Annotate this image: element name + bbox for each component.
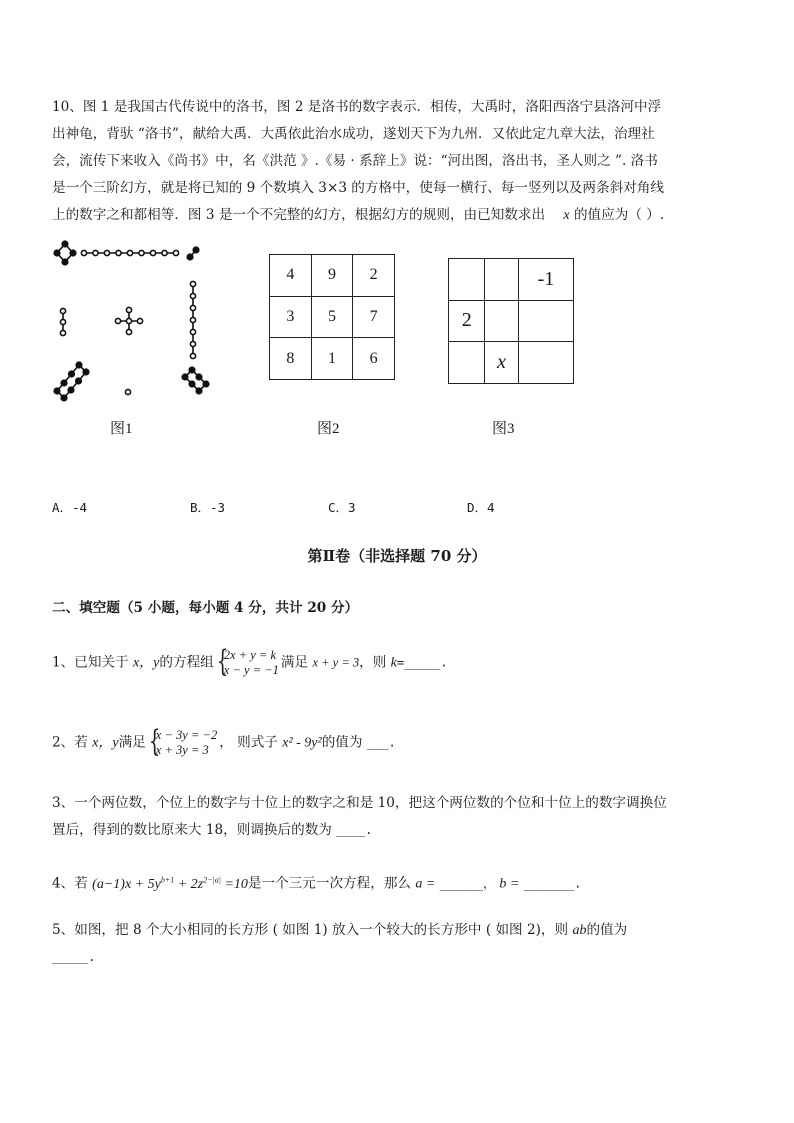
fig2-cell: 7 [353,296,395,338]
q2-expression: x² - 9y² [282,735,322,751]
q2-tail: 的值为 [321,734,363,751]
option-d[interactable]: D．4 [467,500,495,515]
fig3-cell [518,300,573,342]
q2-then: ， 则式子 [219,734,278,751]
q2-vars: x，y [92,735,119,751]
q5-line-1-tail: 的值为 [586,922,628,938]
fig2-cell: 3 [270,296,312,338]
luoshu-top-right-group [187,247,199,260]
luoshu-right-chain [190,281,195,358]
fig2-cell: 1 [311,338,353,380]
fig3-cell-x: x [485,342,518,384]
q4-tail: 是一个三元一次方程，那么 [247,875,412,892]
q4-equation [92,877,248,892]
luoshu-bottom-center-dot [125,389,130,394]
q1-prefix: 1、已知关于 [52,654,129,671]
q1-vars: x，y [132,655,160,671]
section-fill-in-title: 二、填空题（5 小题，每小题 4 分，共计 20 分） [52,600,359,616]
fig3-cell [518,342,573,384]
q2-mid: 满足 [118,734,146,751]
q1-equation-system [216,648,279,678]
fig2-cell: 6 [353,338,395,380]
q5-ab: ab [572,923,587,938]
fig3-cell: 2 [449,300,485,342]
luoshu-figure [48,236,213,411]
q3-line-2-text: 置后，得到的数比原来大 18，则调换后的数为 [52,822,332,838]
q4-eq-part3: =10 [220,876,248,892]
figure-1-caption: 图1 [110,421,133,437]
luoshu-left-chain [60,308,65,335]
q1-answer-blank[interactable]: =_____. [396,655,448,670]
question-4 [52,870,581,895]
luoshu-top-left-group [54,241,76,265]
q2-prefix: 2、若 [52,734,88,751]
q10-line-5 [52,206,664,225]
q2-eq1: { x − 3y = −2 [155,728,218,742]
q1-cond-pre: 满足 [280,654,309,671]
fig3-cell [449,342,485,384]
luoshu-bottom-left-group [54,362,89,401]
fig3-cell [449,259,485,301]
q10-line-3: 会，流传下来收入《尚书》中，名《洪范 》.《易 · 系辞上》说：“河出图，洛出书，圣人则之 ”. 洛书 [52,153,658,169]
q2-equation-system [148,728,217,758]
q2-eq2: x + 3y = 3 [155,743,209,757]
q1-mid: 的方程组 [159,654,214,671]
q5-line-1-text: 5、如图，把 8 个大小相同的长方形 ( 如图 1) 放入一个较大的长方形中 ( 如图 2)，则 [52,922,569,938]
q4-exp1: b+1 [160,875,175,884]
q3-answer-blank[interactable]: ____. [336,823,373,837]
q3-line-1: 3、一个两位数，个位上的数字与十位上的数字之和是 10，把这个两位数的个位和十位上的数字调换位 [52,795,667,811]
question-1 [52,648,447,678]
magic-square-complete [269,254,395,380]
option-b[interactable]: B．-3 [190,500,226,515]
q3-line-2 [52,821,372,839]
fig2-cell: 4 [270,255,312,297]
q5-answer-blank[interactable]: _____. [52,950,96,964]
q4-eq-part1: (a−1)x + 5y [92,876,161,892]
q1-then: ，则 [359,654,387,671]
figure-3-caption: 图3 [492,421,515,437]
q1-eq1: { 2x + y = k [223,648,277,662]
q4-b-blank[interactable]: _______. [523,876,582,891]
q4-a-blank[interactable]: ______， [439,876,495,891]
q2-answer-blank[interactable]: ___. [366,735,396,750]
q1-eq2: x − y = −1 [223,663,279,677]
luoshu-top-chain [81,250,178,255]
fig2-cell: 2 [353,255,395,297]
option-c[interactable]: C．3 [328,500,356,515]
q10-line-4: 是一个三阶幻方，就是将已知的 9 个数填入 3×3 的方格中，使每一横行、每一竖列以及两条斜对角线 [52,180,664,196]
fig2-cell: 9 [311,255,353,297]
fig3-cell: -1 [518,259,573,301]
magic-square-incomplete [448,258,574,384]
part-2-heading: 第Ⅱ卷（非选择题 70 分） [307,547,487,565]
q4-b-label: b = [499,876,520,892]
q1-condition: x + y = 3 [312,655,360,670]
fig2-cell: 8 [270,338,312,380]
fig3-cell [485,300,518,342]
luoshu-center-cross [115,307,142,334]
option-a[interactable]: A．-4 [52,500,88,515]
q4-exp2: 2−|a| [203,875,221,884]
q10-line-1: 10、图 1 是我国古代传说中的洛书，图 2 是洛书的数字表示．相传，大禹时，洛阳西洛宁县洛河中浮 [52,99,662,115]
q4-eq-part2: + 2z [174,876,204,892]
q10-line-5-text: 上的数字之和都相等．图 3 是一个不完整的幻方，根据幻方的规则，由已知数求出 [52,207,546,223]
q10-variable-x: x [563,208,570,223]
q1-k: k [390,655,397,671]
q5-line-1 [52,921,627,940]
question-2 [52,728,396,758]
luoshu-bottom-right-group [182,367,209,394]
q5-line-2 [52,948,95,966]
fig2-cell: 5 [311,296,353,338]
q10-line-2: 出神龟，背驮 “洛书”，献给大禹．大禹依此治水成功，遂划天下为九州．又依此定九章大法，治理社 [52,126,655,142]
figure-2-caption: 图2 [317,421,340,437]
q10-line-5-tail: 的值应为（ ）. [573,207,665,223]
q4-prefix: 4、若 [52,875,88,892]
fig3-cell [485,259,518,301]
q4-a-label: a = [415,876,436,892]
